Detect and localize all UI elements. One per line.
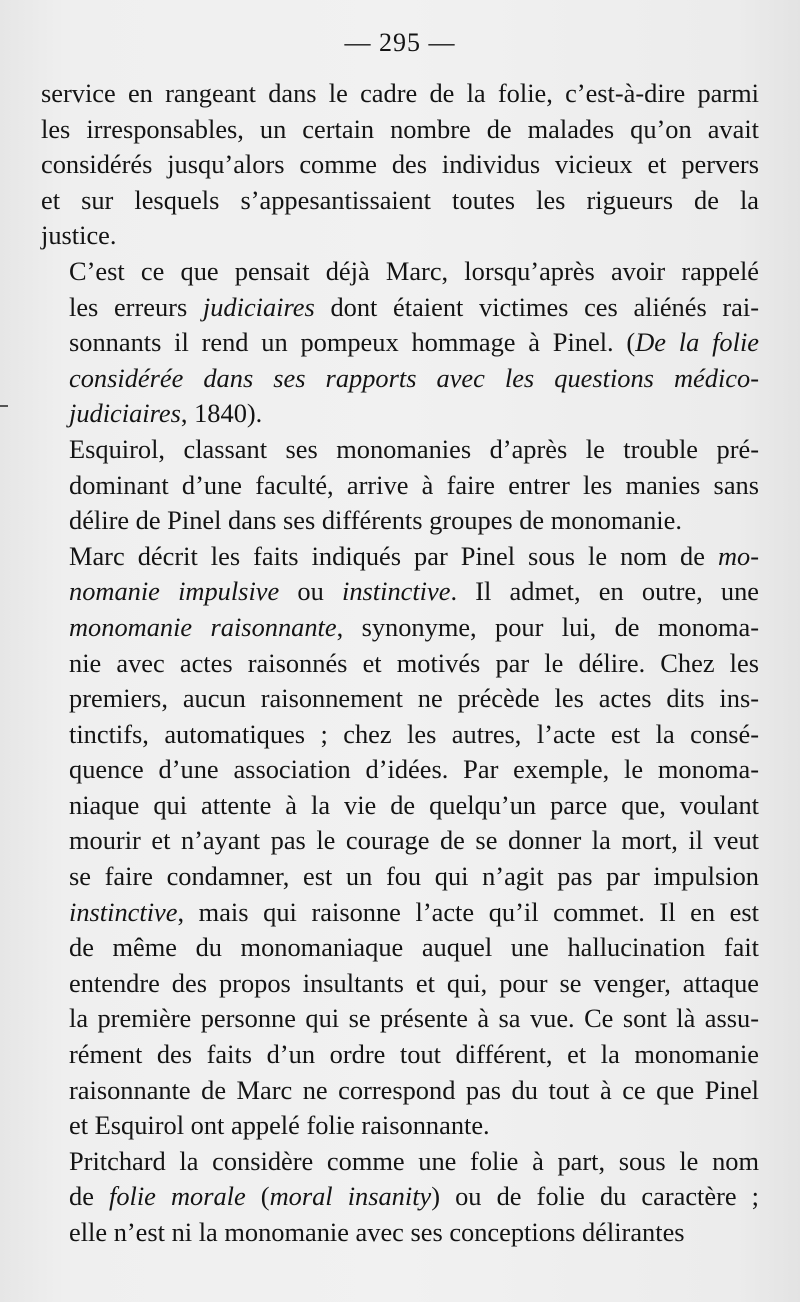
italic-phrase: folie morale [108,1181,246,1212]
italic-phrase: judiciaires [202,291,315,322]
text-line: instinctive, mais qui raisonne l’acte qu’il commet. Il en est [69,896,759,927]
text-line: de même du monomaniaque auquel une hallucination fait [69,932,759,963]
text-line: C’est ce que pensait déjà Marc, lorsqu’après avoir rappelé [69,255,759,286]
italic-phrase: judiciaires [69,398,181,429]
text-line: niaque qui attente à la vie de quelqu’un parce que, voulant [69,789,759,820]
text-line: dominant d’une faculté, arrive à faire entrer les manies sans [69,469,759,500]
text-line: Pritchard la considère comme une folie à part, sous le nom [69,1145,759,1176]
text-line: la première personne qui se présente à sa vue. Ce sont là assu- [69,1003,759,1034]
italic-phrase: considérée dans ses rapports avec les questions médico- [69,362,759,393]
text-line: elle n’est ni la monomanie avec ses conceptions délirantes [69,1217,685,1247]
text-line: Esquirol, classant ses monomanies d’après le trouble pré- [69,433,759,464]
text-line: de folie morale (moral insanity) ou de folie du caractère ; [69,1181,759,1212]
page-number: — 295 — [344,28,456,57]
margin-mark [0,405,8,407]
italic-phrase: mo- [717,540,759,571]
italic-phrase: instinctive [69,896,178,927]
text-line: monomanie raisonnante, synonyme, pour lui, de monoma- [69,611,760,642]
text-line: justice. [41,220,117,251]
italic-phrase: instinctive [341,576,451,607]
text-line: les erreurs judiciaires dont étaient victimes ces aliénés rai- [69,291,759,322]
text-line: tinctifs, automatiques ; chez les autres, l’acte est la consé- [69,718,759,749]
italic-phrase: monomanie raisonnante [69,611,337,642]
paragraph [41,432,759,539]
italic-phrase: moral insanity [269,1181,432,1212]
text-line: se faire condamner, est un fou qui n’agit pas par impulsion [69,861,759,892]
text-line: sonnants il rend un pompeux hommage à Pinel. (De la folie [69,327,759,358]
text-line: entendre des propos insultants et qui, pour se venger, attaque [69,967,759,998]
text-line: considérés jusqu’alors comme des individus vicieux et pervers [41,149,759,180]
text-line [41,361,759,397]
text-line: mourir et n’ayant pas le courage de se donner la mort, il veut [69,825,759,856]
italic-phrase: De la folie [635,327,759,358]
text-line: quence d’une association d’idées. Par exemple, le monoma- [69,754,759,785]
paragraph [41,254,759,432]
paragraph [41,1144,759,1251]
text-line: judiciaires, 1840). [69,398,263,429]
text-line: nie avec actes raisonnés et motivés par le délire. Chez les [69,647,759,678]
page-body [41,76,759,1251]
text-line: et Esquirol ont appelé folie raisonnante. [69,1110,490,1141]
text-line: nomanie impulsive ou instinctive. Il admet, en outre, une [69,576,759,607]
text-line: raisonnante de Marc ne correspond pas du tout à ce que Pinel [69,1074,759,1105]
text-line: délire de Pinel dans ses différents groupes de monomanie. [69,505,682,536]
text-line: les irresponsables, un certain nombre de malades qu’on avait [41,113,759,144]
text-line: rément des faits d’un ordre tout différent, et la monomanie [69,1039,759,1070]
text-line: premiers, aucun raisonnement ne précède les actes dits ins- [69,683,759,714]
text-line: Marc décrit les faits indiqués par Pinel sous le nom de mo- [69,540,759,571]
paragraph [41,76,759,254]
text-line: et sur lesquels s’appesantissaient toutes les rigueurs de la [41,184,759,215]
text-line: service en rangeant dans le cadre de la folie, c’est-à-dire parmi [41,78,759,108]
paragraph [41,539,759,1144]
italic-phrase: nomanie impulsive [69,576,280,607]
